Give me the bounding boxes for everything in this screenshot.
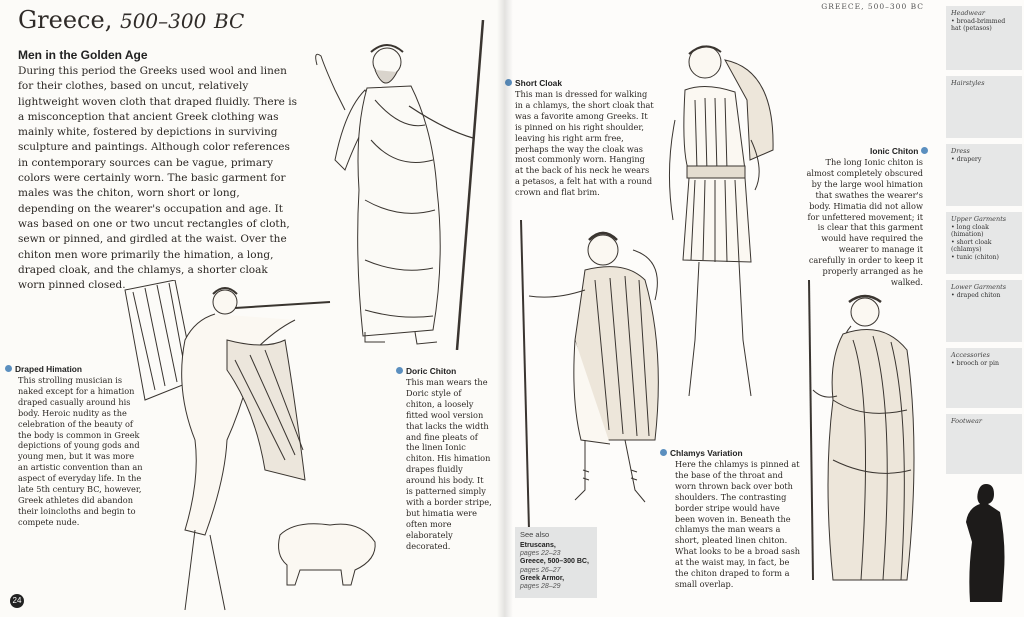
draped-himation-heading: Draped Himation xyxy=(5,364,82,374)
chlamys-variation-caption: Here the chlamys is pinned at the base of the throat and worn thrown back over both shoulders. The contrasting border stripe would have been woven in. Beneath the chlamys the man wears a short, pleated linen chiton. What looks to be a broad sash at the waist may, in fact, be the chiton draped to form a small overlap. xyxy=(675,459,801,589)
page-number: 24 xyxy=(10,594,24,608)
sidebar-footwear: Footwear xyxy=(946,414,1022,474)
see-also-link[interactable]: Greek Armor, pages 28–29 xyxy=(520,574,565,591)
see-also-box xyxy=(515,527,597,598)
silhouette-figure xyxy=(960,482,1014,608)
sidebar-hairstyles: Hairstyles xyxy=(946,76,1022,138)
sidebar-upper-garments: Upper Garments • long cloak (himation) • short cloak (chlamys) • tunic (chiton) xyxy=(946,212,1022,274)
doric-chiton-heading: Doric Chiton xyxy=(396,366,456,376)
short-cloak-illustration xyxy=(515,220,685,530)
short-cloak-heading: Short Cloak xyxy=(505,78,562,88)
doric-chiton-caption: This man wears the Doric style of chiton, a loosely fitted wool version that lacks the width and fine pleats of the linen Ionic chiton. His himation drapes fluidly around his body. It is patterned simply with a border stripe, but himatia were often more elaborately decorated. xyxy=(406,377,492,551)
short-cloak-caption: This man is dressed for walking in a chlamys, the short cloak that was a favorite among Greeks. It is pinned on his right shoulder, leaving his right arm free, perhaps the way the cloak was most commonly worn. Hanging at the back of his neck he wears a petasos, a felt hat with a round crown and flat brim. xyxy=(515,89,654,198)
ionic-chiton-illustration xyxy=(803,280,923,600)
ionic-chiton-heading: Ionic Chiton xyxy=(870,146,928,156)
musician-illustration xyxy=(115,280,400,615)
title-main: Greece, xyxy=(18,6,113,34)
see-also-title: See also xyxy=(520,530,550,539)
book-gutter xyxy=(497,0,513,617)
bullet-dot-icon xyxy=(5,365,12,372)
section-heading: Men in the Golden Age xyxy=(18,48,148,62)
ionic-chiton-caption: The long Ionic chiton is almost completely obscured by the large wool himation that swathes the wearer's body. Himatia did not allow for unfettered movement; it is clear that this garment would have required the wearer to manage it carefully in order to keep it properly arranged as he walked. xyxy=(806,157,923,287)
bullet-dot-icon xyxy=(660,449,667,456)
see-also-link[interactable]: Greece, 500–300 BC, pages 26–27 xyxy=(520,558,589,574)
running-head: GREECE, 500–300 BC xyxy=(821,2,924,11)
sidebar-accessories: Accessories • brooch or pin xyxy=(946,348,1022,408)
sidebar-headwear: Headwear • broad-brimmed hat (petasos) xyxy=(946,6,1022,70)
bullet-dot-icon xyxy=(396,367,403,374)
see-also-link[interactable]: Etruscans, pages 22–23 xyxy=(520,542,561,558)
sidebar-lower-garments: Lower Garments • draped chiton xyxy=(946,280,1022,342)
intro-paragraph: During this period the Greeks used wool and linen for their clothes, based on uncut, relatively lightweight woven cloth that draped fluidly. There is a misconception that ancient Greek clothing was mainly white, fostered by depictions in surviving sculpture and paintings. Although color references in contemporary sources can be vague, primary colors were certainly worn. The basic garment for males was the chiton, worn short or long, depending on the wearer's occupation and age. It was based on one or two uncut rectangles of cloth, sewn or pinned, and girdled at the waist. Over the chiton men wore primarily the himation, a long, draped cloak, and the chlamys, a shorter cloak worn pinned closed. xyxy=(18,65,297,292)
chlamys-variation-heading: Chlamys Variation xyxy=(660,448,743,458)
musician-figure xyxy=(115,280,400,615)
sidebar-dress: Dress • drapery xyxy=(946,144,1022,206)
ionic-chiton-figure xyxy=(803,280,923,600)
short-cloak-figure xyxy=(515,220,685,530)
left-page xyxy=(0,0,505,617)
bullet-dot-icon xyxy=(921,147,928,154)
silhouette-icon xyxy=(960,482,1014,604)
title-dates: 500–300 xyxy=(119,9,207,33)
title-era: BC xyxy=(213,9,245,33)
draped-himation-caption: This strolling musician is naked except for a himation draped casually around his body. Heroic nudity as the celebration of the beauty of the body is common in Greek depictions of young gods and young men, but it was more an artistic convention than an aspect of everyday life. In the late 5th century BC, however, Greek athletes did abandon their loincloths and begin to compete nude. xyxy=(18,375,143,527)
page-title xyxy=(18,6,244,34)
